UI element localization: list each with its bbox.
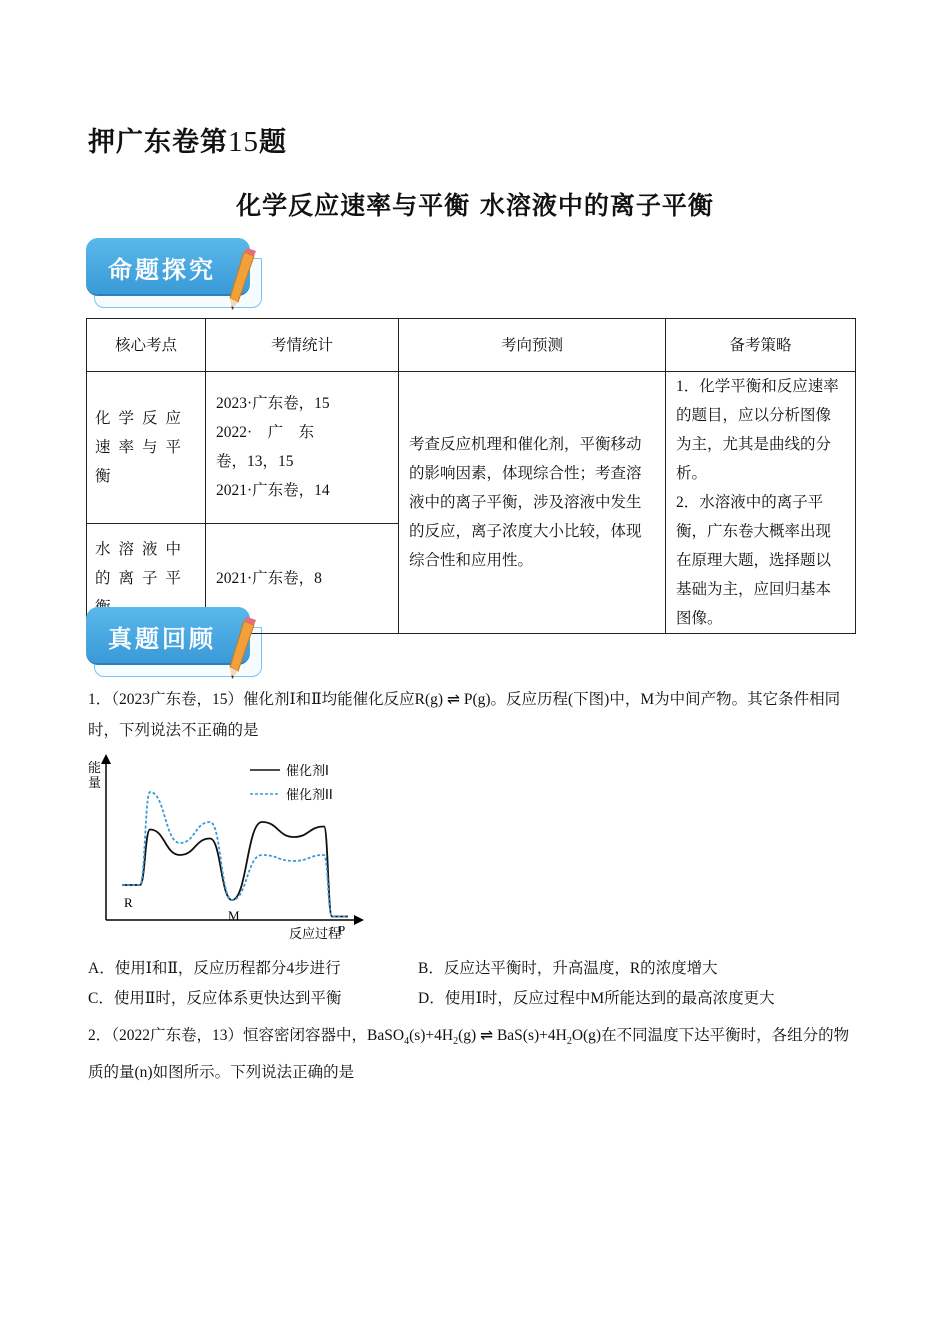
stats-cell: 2021·广东卷，8 [206,523,399,633]
table-header-cell: 核心考点 [87,319,206,372]
x-axis-label: 反应过程 [289,927,342,942]
reaction-equation: R(g) ⇌ P(g) [414,691,491,708]
point-label-p: P [338,922,346,938]
banner-label: 真题回顾 [108,625,216,653]
table-header-cell: 备考策略 [666,319,856,372]
section-banner-review [86,607,266,679]
chart-series-group [122,792,348,917]
energy-profile-chart [82,752,372,944]
page-subtitle: 化学反应速率与平衡 水溶液中的离子平衡 [236,191,714,220]
table-header-row [87,319,856,372]
page-title: 押广东卷第15题 [88,126,287,158]
pencil-icon [222,617,262,681]
topic-cell: 化学反应速率与平衡 [87,372,206,524]
legend-label-catalyst-1: 催化剂I [286,764,329,779]
prediction-cell: 考查反应机理和催化剂，平衡移动的影响因素，体现综合性；考查溶液中的离子平衡，涉及溶液中发生的反应，离子浓度大小比较，体现综合性和应用性。 [399,372,666,634]
strategy-cell: 1．化学平衡和反应速率的题目，应以分析图像为主，尤其是曲线的分析。 2．水溶液中的离子平衡，广东卷大概率出现在原理大题，选择题以基础为主，应回归基本图像。 [666,372,856,634]
point-label-m: M [228,908,240,923]
series-line-1 [122,822,348,917]
x-axis-arrow [354,915,364,925]
point-label-r: R [124,895,133,910]
topic-cell: 水溶液中的离子平 [87,523,206,633]
banner-label: 命题探究 [108,256,216,284]
option-a[interactable]: A．使用Ⅰ和Ⅱ，反应历程都分4步进行 [88,960,341,977]
legend-label-catalyst-2: 催化剂II [286,788,333,803]
table-header-cell: 考情统计 [206,319,399,372]
pencil-icon [222,248,262,312]
table-row [87,372,856,524]
reaction-equation-2: $BaSO_4(s)+4H_2(g)$ ⇌ $BaS(s)+4H_2O(g)$ [367,1027,602,1048]
question-1-stem: 1．（2023广东卷，15）催化剂Ⅰ和Ⅱ均能催化反应R(g) ⇌ P(g)。反应历程(下图)中，M为中间产物。其它条件相同时，下列说法不正确的是 [88,691,841,739]
table-header-cell: 考向预测 [399,319,666,372]
option-b[interactable]: B．反应达平衡时，升高温度，R的浓度增大 [418,960,718,977]
stats-cell: 2023·广东卷，15 2022· 广 东 卷，13，15 2021·广东卷，14 [206,372,399,524]
y-axis-arrow [101,754,111,764]
option-c[interactable]: C．使用Ⅱ时，反应体系更快达到平衡 [88,990,342,1007]
y-axis-label: 能量 [88,761,102,791]
section-banner-exploration [86,238,266,310]
question-2-stem: 2．（2022广东卷，13）恒容密闭容器中，$BaSO_4(s)+4H_2(g)$ ⇌ $BaS(s)+4H_2O(g)$在不同温度下达平衡时，各组分的物质的量(n)如图所示。下列说法正确的是 [88,1027,850,1082]
exam-analysis-table [86,318,856,634]
option-d[interactable]: D．使用Ⅰ时，反应过程中M所能达到的最高浓度更大 [418,990,775,1007]
